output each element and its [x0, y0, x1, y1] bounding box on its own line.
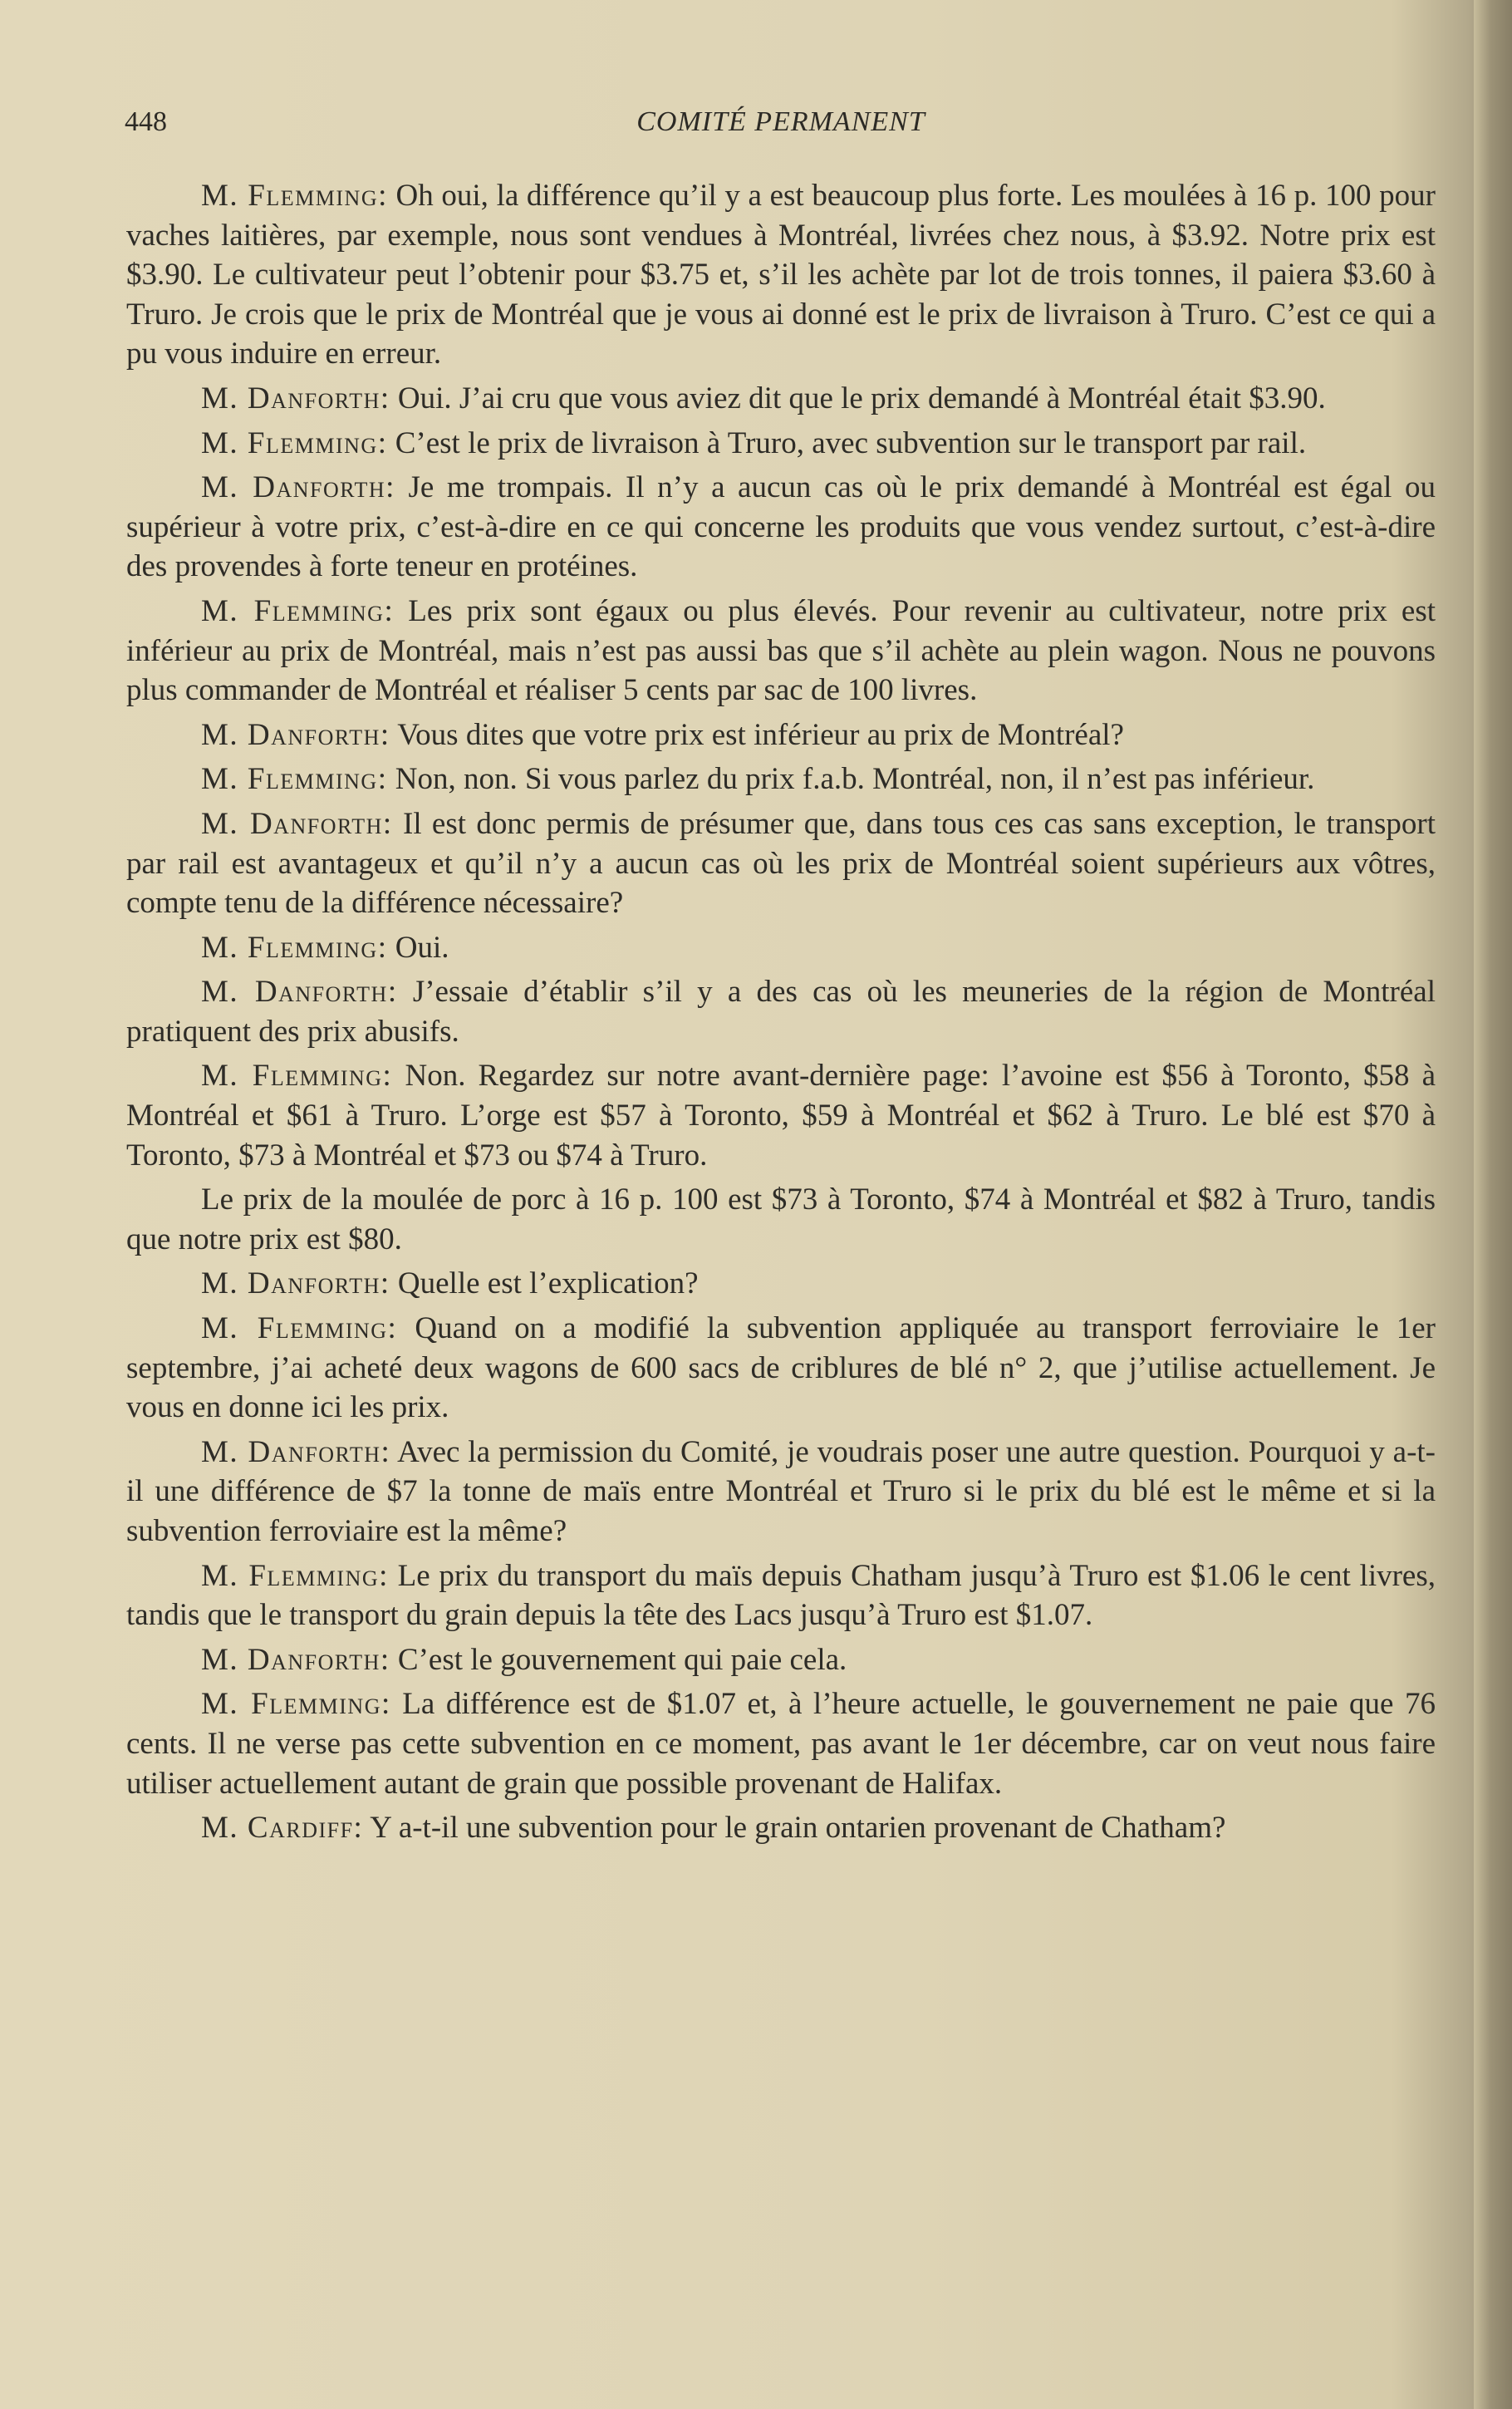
transcript-body — [126, 176, 1436, 1853]
paragraph — [126, 1264, 1436, 1304]
paragraph — [126, 760, 1436, 799]
paragraph-text: Il est donc permis de présumer que, dans tous ces cas sans exception, le transport par rail est avantageux et qu’il n’y a aucun cas où les prix de Montréal soient supérieurs aux vôtres, compte tenu de la différence nécessaire? — [126, 806, 1436, 921]
paragraph-text: Non, non. Si vous parlez du prix f.a.b. Montréal, non, il n’est pas inférieur. — [387, 762, 1315, 797]
paragraph — [126, 424, 1436, 464]
paragraph-text: Y a-t-il une subvention pour le grain ontarien provenant de Chatham? — [363, 1811, 1226, 1846]
speaker-name: M. Flemming: — [201, 762, 388, 797]
paragraph-text: Oh oui, la différence qu’il y a est beaucoup plus forte. Les moulées à 16 p. 100 pour vaches laitières, par exemple, nous sont vendues à Montréal, livrées chez nous, à $3.92. Notre prix est $3.90. Le cultivateur peut l’obtenir pour $3.75 et, s’il les achète par lot de trois tonnes, il paiera $3.60 à Truro. Je crois que le prix de Montréal que je vous ai donné est le prix de livraison à Truro. C’est ce qui a pu vous induire en erreur. — [126, 179, 1436, 371]
speaker-name: M. Danforth: — [201, 1266, 390, 1301]
speaker-name: M. Flemming: — [201, 179, 388, 213]
paragraph-text: J’essaie d’établir s’il y a des cas où les meuneries de la région de Montréal pratiquent des prix abusifs. — [126, 975, 1436, 1049]
speaker-name: M. Flemming: — [201, 425, 388, 460]
paragraph — [126, 715, 1436, 755]
paragraph-text: Oui. J’ai cru que vous aviez dit que le prix demandé à Montréal était $3.90. — [390, 381, 1326, 415]
speaker-name: M. Flemming: — [201, 1059, 393, 1094]
paragraph-text: Je me trompais. Il n’y a aucun cas où le prix demandé à Montréal est égal ou supérieur à votre prix, c’est-à-dire en ce qui concerne les produits que vous vendez surtout, c’est-à-dire des provendes à forte teneur en protéines. — [126, 470, 1436, 584]
paragraph-text: Le prix de la moulée de porc à 16 p. 100 est $73 à Toronto, $74 à Montréal et $82 à Truro, tandis que notre prix est $80. — [126, 1182, 1436, 1256]
paragraph — [126, 804, 1436, 923]
speaker-name: M. Flemming: — [201, 1558, 389, 1593]
page-binding-edge — [1474, 0, 1512, 2409]
page-header — [125, 106, 1437, 148]
paragraph — [126, 1433, 1436, 1551]
paragraph — [126, 1640, 1436, 1680]
page-number: 448 — [125, 106, 167, 137]
paragraph-text: Non. Regardez sur notre avant-dernière page: l’avoine est $56 à Toronto, $58 à Montréal et $61 à Truro. L’orge est $57 à Toronto, $59 à Montréal et $62 à Truro. Le blé est $70 à Toronto, $73 à Montréal et $73 ou $74 à Truro. — [126, 1059, 1436, 1173]
paragraph-text: La différence est de $1.07 et, à l’heure actuelle, le gouvernement ne paie que 76 cents. Il ne verse pas cette subvention en ce moment, pas avant le 1er décembre, car on veut nous faire utiliser actuellement autant de grain que possible provenant de Halifax. — [126, 1687, 1436, 1801]
paragraph — [126, 1808, 1436, 1848]
speaker-name: M. Flemming: — [201, 930, 388, 965]
speaker-name: M. Danforth: — [201, 381, 390, 415]
speaker-name: M. Flemming: — [201, 1687, 391, 1722]
paragraph-text: C’est le prix de livraison à Truro, avec subvention sur le transport par rail. — [387, 425, 1307, 460]
paragraph-text: Quand on a modifié la subvention appliquée au transport ferroviaire le 1er septembre, j’ai acheté deux wagons de 600 sacs de criblures de blé n° 2, que j’utilise actuellement. Je vous en donne ici les prix. — [126, 1311, 1436, 1425]
paragraph — [126, 1056, 1436, 1175]
paragraph — [126, 972, 1436, 1051]
speaker-name: M. Danforth: — [201, 717, 390, 752]
paragraph-text: Vous dites que votre prix est inférieur au prix de Montréal? — [390, 717, 1124, 752]
speaker-name: M. Danforth: — [201, 1434, 391, 1469]
paragraph — [126, 592, 1436, 710]
paragraph — [126, 1180, 1436, 1259]
speaker-name: M. Cardiff: — [201, 1811, 364, 1846]
speaker-name: M. Danforth: — [201, 470, 395, 505]
paragraph-text: Les prix sont égaux ou plus élevés. Pour revenir au cultivateur, notre prix est inférieur au prix de Montréal, mais n’est pas aussi bas que s’il achète au plein wagon. Nous ne pouvons plus commander de Montréal et réaliser 5 cents par sac de 100 livres. — [126, 593, 1436, 708]
paragraph-text: Avec la permission du Comité, je voudrais poser une autre question. Pourquoi y a-t-il une différence de $7 la tonne de maïs entre Montréal et Truro si le prix du blé est le même et si la subvention ferroviaire est la même? — [126, 1434, 1436, 1548]
speaker-name: M. Danforth: — [201, 975, 398, 1010]
paragraph — [126, 928, 1436, 968]
speaker-name: M. Danforth: — [201, 806, 393, 841]
paragraph — [126, 468, 1436, 587]
paragraph — [126, 379, 1436, 419]
paragraph-text: Quelle est l’explication? — [390, 1266, 699, 1301]
paragraph-text: Oui. — [387, 930, 449, 965]
paragraph-text: Le prix du transport du maïs depuis Chatham jusqu’à Truro est $1.06 le cent livres, tandis que le transport du grain depuis la tête des Lacs jusqu’à Truro est $1.07. — [126, 1558, 1436, 1633]
speaker-name: M. Flemming: — [201, 1311, 398, 1346]
paragraph — [126, 176, 1436, 374]
speaker-name: M. Flemming: — [201, 593, 395, 628]
paragraph — [126, 1309, 1436, 1428]
paragraph — [126, 1684, 1436, 1803]
running-title: COMITÉ PERMANENT — [636, 106, 925, 137]
paragraph-text: C’est le gouvernement qui paie cela. — [390, 1642, 847, 1677]
paragraph — [126, 1556, 1436, 1635]
speaker-name: M. Danforth: — [201, 1642, 390, 1677]
